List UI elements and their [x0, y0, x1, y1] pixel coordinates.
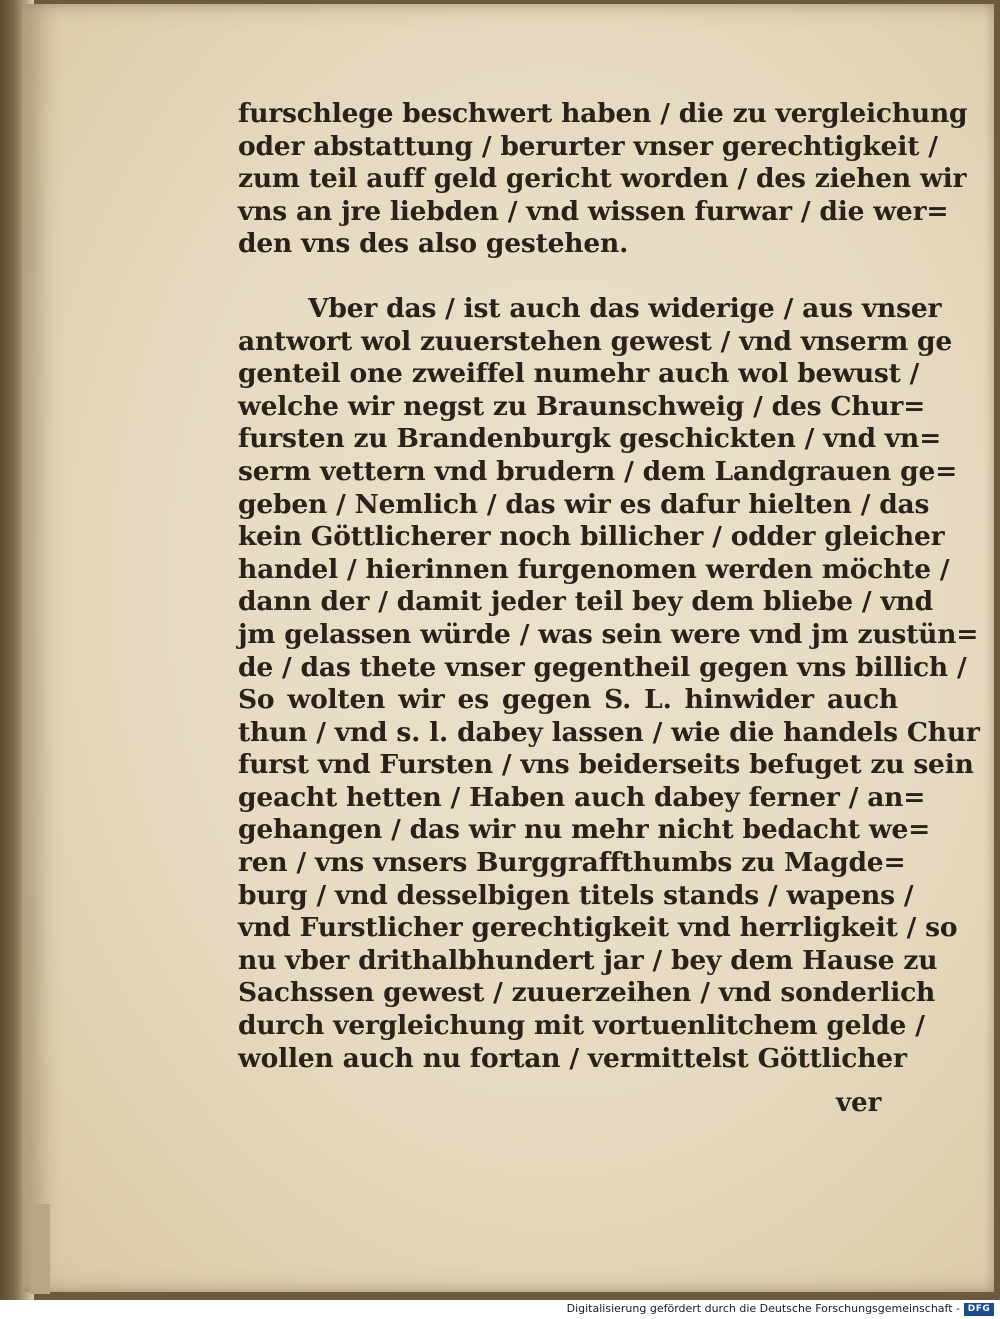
text-line: furst vnd Fursten / vns beiderseits befuget zu sein	[238, 749, 974, 781]
text-line: de / das thete vnser gegentheil gegen vns billich /	[238, 651, 967, 683]
text-block	[238, 98, 980, 1075]
text-line: Vber das / ist auch das widerige / aus vnser	[308, 292, 942, 324]
text-line: genteil one zweiffel numehr auch wol bewust /	[238, 358, 920, 390]
text-line: antwort wol zuuerstehen gewest / vnd vnserm ge	[238, 325, 953, 357]
paragraph-gap	[238, 261, 898, 293]
funding-credit: Digitalisierung gefördert durch die Deutsche Forschungsgemeinschaft -	[566, 1302, 960, 1315]
text-line: Sachssen gewest / zuuerzeihen / vnd sonderlich	[238, 977, 936, 1009]
text-line: geacht hetten / Haben auch dabey ferner / an=	[238, 781, 926, 813]
text-line: kein Göttlicherer noch billicher / odder gleicher	[238, 521, 945, 553]
page-edge	[30, 1204, 50, 1294]
text-line: furschlege beschwert haben / die zu vergleichung	[238, 98, 968, 129]
text-line: welche wir negst zu Braunschweig / des Chur=	[238, 390, 926, 422]
text-line: nu vber drithalbhundert jar / bey dem Hause zu	[238, 944, 938, 976]
text-line: durch vergleichung mit vortuenlitchem gelde /	[238, 1010, 925, 1042]
text-line: serm vettern vnd brudern / dem Landgrauen ge=	[238, 455, 958, 487]
text-line: jm gelassen würde / was sein were vnd jm zustün=	[238, 618, 979, 650]
text-line: dann der / damit jeder teil bey dem bliebe / vnd	[238, 586, 934, 618]
text-line: handel / hierinnen furgenomen werden möchte /	[238, 553, 950, 585]
paragraph-2	[238, 292, 980, 1075]
text-line: geben / Nemlich / das wir es dafur hielten / das	[238, 488, 930, 520]
text-line: ren / vns vnsers Burggraffthumbs zu Magde=	[238, 847, 906, 879]
footer-bar	[0, 1300, 1000, 1319]
text-line: den vns des also gestehen.	[238, 228, 629, 260]
text-line: So wolten wir es gegen S. L. hinwider auch	[238, 684, 898, 716]
text-line: oder abstattung / berurter vnser gerechtigkeit /	[238, 130, 938, 162]
text-line: burg / vnd desselbigen titels stands / wapens /	[238, 879, 914, 911]
text-line: thun / vnd s. l. dabey lassen / wie die handels Chur	[238, 716, 980, 748]
text-line: wollen auch nu fortan / vermittelst Göttlicher	[238, 1042, 907, 1074]
text-line: vnd Furstlicher gerechtigkeit vnd herrligkeit / so	[238, 912, 958, 944]
text-line: vns an jre liebden / vnd wissen furwar / die wer=	[238, 195, 949, 227]
text-line: zum teil auff geld gericht worden / des ziehen wir	[238, 163, 967, 195]
text-line: fursten zu Brandenburgk geschickten / vnd vn=	[238, 423, 942, 455]
catchword: ver	[836, 1088, 882, 1118]
paragraph-1	[238, 98, 968, 261]
dfg-logo-icon: DFG	[964, 1303, 994, 1316]
text-line: gehangen / das wir nu mehr nicht bedacht we=	[238, 814, 931, 846]
